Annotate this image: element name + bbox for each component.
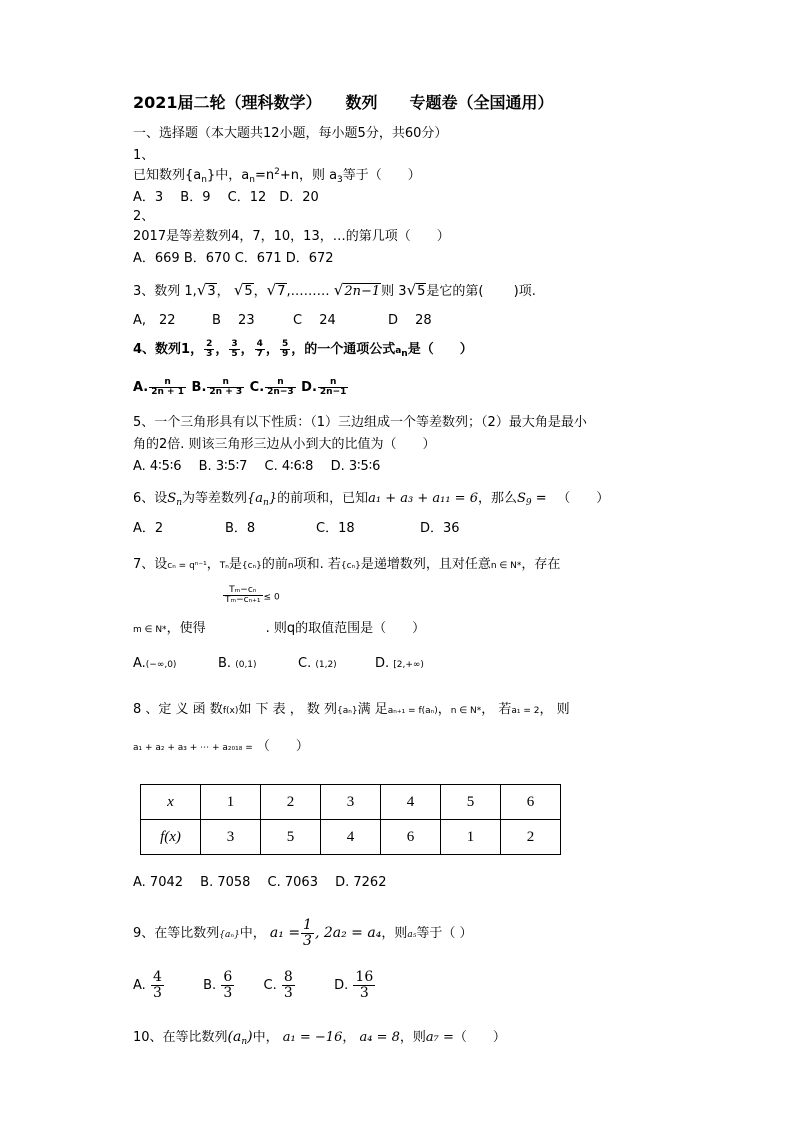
q7-line-1: 7、设cₙ = qⁿ⁻¹，Tₙ是{cₙ}的前n项和. 若{cₙ}是递增数列，且对任意n ∈ N*，存在 — [133, 557, 561, 572]
q6-option-b: B．8 — [225, 521, 256, 536]
page-title: 2021届二轮（理科数学） 数列 专题卷（全国通用） — [133, 93, 554, 112]
q3-option-a: A, 22 — [133, 313, 176, 328]
table-cell: 3 — [201, 820, 261, 855]
table-cell: 3 — [321, 785, 381, 820]
q4-frac-3: $\frac{4}{7}$ — [256, 338, 263, 359]
table-cell: 1 — [201, 785, 261, 820]
table-cell: 4 — [381, 785, 441, 820]
q8-line-1: 8 、定 义 函 数f(x)如 下 表 ， 数 列{aₙ}满 足aₙ₊₁ = f(aₙ)，n ∈ N*， 若a₁ = 2， 则 — [133, 702, 570, 717]
table-cell: 2 — [501, 820, 561, 855]
q7-line-2: m ∈ N*，使得 . 则q的取值范围是（ ） — [133, 621, 426, 636]
table-cell: 6 — [501, 785, 561, 820]
function-table — [140, 784, 561, 855]
q6-option-a: A．2 — [133, 521, 164, 536]
q3-option-d: D 28 — [388, 313, 432, 328]
q7-option-a: A.(−∞,0) — [133, 656, 177, 671]
q2-number: 2、 — [133, 209, 155, 224]
q4-frac-1: $\frac{2}{3}$ — [206, 338, 213, 359]
q6-option-d: D．36 — [420, 521, 460, 536]
q8-options: A. 7042 B. 7058 C. 7063 D. 7262 — [133, 875, 387, 890]
table-cell: 5 — [261, 820, 321, 855]
table-cell: 4 — [321, 820, 381, 855]
table-cell: f(x) — [141, 820, 201, 855]
table-cell: x — [141, 785, 201, 820]
q7-option-c: C. (1,2) — [298, 656, 337, 671]
q10-stem: 10、在等比数列$(a_n)$中， a₁ = −16， a₄ = 8，则a₇ =（ ） — [133, 1029, 506, 1047]
q5-line-1: 5、一个三角形具有以下性质：（1）三边组成一个等差数列；（2）最大角是最小 — [133, 415, 587, 430]
table-row-fx — [141, 820, 561, 855]
section-header: 一、选择题（本大题共12小题，每小题5分，共60分） — [133, 126, 448, 141]
q1-stem: 已知数列$\{a_n\}$中，$a_n=n^2+n$，则 $a_3$等于（ ） — [133, 167, 421, 185]
q1-number: 1、 — [133, 148, 155, 163]
q9-option-b: B. $\frac{6}{3}$ — [203, 969, 233, 1001]
q4-option-b: B. $\frac{n}{2n + 3}$ — [191, 376, 243, 397]
q4-frac-2: $\frac{3}{5}$ — [231, 338, 238, 359]
q9-options — [133, 968, 376, 1004]
q4-options — [133, 377, 349, 399]
table-cell: 1 — [441, 820, 501, 855]
q4-option-d: D. $\frac{n}{2n-1}$ — [301, 376, 347, 397]
q9-option-d: D. $\frac{16}{3}$ — [334, 969, 374, 1001]
q2-stem: 2017是等差数列4，7，10，13，…的第几项（ ） — [133, 229, 450, 244]
q5-line-2: 角的2倍. 则该三角形三边从小到大的比值为（ ） — [133, 437, 436, 452]
q6-option-c: C．18 — [316, 521, 355, 536]
table-row-x — [141, 785, 561, 820]
q4-option-c: C. $\frac{n}{2n-3}$ — [249, 376, 294, 397]
q6-stem: 6、设$S_n$为等差数列$\{a_n\}$的前项和，已知a₁ + a₃ + a₁₁ = 6，那么$S_9$ = （ ） — [133, 491, 610, 508]
table-cell: 6 — [381, 820, 441, 855]
q3-stem: 3、数列 1,√3， √5，√7,……… √2n−1则 3√5是它的第( )项. — [133, 281, 536, 299]
q9-option-a: A. $\frac{4}{3}$ — [133, 969, 162, 1001]
q7-option-d: D. [2,+∞) — [375, 656, 424, 671]
q1-options: A．3 B．9 C．12 D．20 — [133, 190, 319, 205]
q3-option-c: C 24 — [293, 313, 336, 328]
table-cell: 5 — [441, 785, 501, 820]
q4-stem: 4、数列1， $\frac{2}{3}$ ， $\frac{3}{5}$ ， $\frac{4}{7}$ ， $\frac{5}{9}$ ，的一个通项公式$a_n$是（ ） — [133, 338, 473, 359]
table-cell: 2 — [261, 785, 321, 820]
q7-fraction: $\frac{\text{Tₘ−cₙ}}{\text{Tₘ−cₙ₊₁}}$ ≤ 0 — [225, 585, 280, 606]
q4-frac-4: $\frac{5}{9}$ — [281, 338, 289, 359]
q8-line-2: a₁ + a₂ + a₃ + ⋯ + a₂₀₁₈ = （ ） — [133, 739, 309, 754]
q5-options: A. 4∶5∶6 B. 3∶5∶7 C. 4∶6∶8 D. 3∶5∶6 — [133, 459, 381, 474]
q2-options: A．669 B．670 C．671 D．672 — [133, 251, 334, 266]
q4-option-a: A. $\frac{n}{2n + 1}$ — [133, 376, 184, 397]
q3-option-b: B 23 — [212, 313, 255, 328]
q9-stem: 9、在等比数列{aₙ}中， a₁ = $\frac{1}{3}$ , 2a₂ = a₄，则a₅等于（ ） — [133, 916, 473, 949]
q7-option-b: B. (0,1) — [218, 656, 257, 671]
q9-option-c: C. $\frac{8}{3}$ — [263, 969, 293, 1001]
